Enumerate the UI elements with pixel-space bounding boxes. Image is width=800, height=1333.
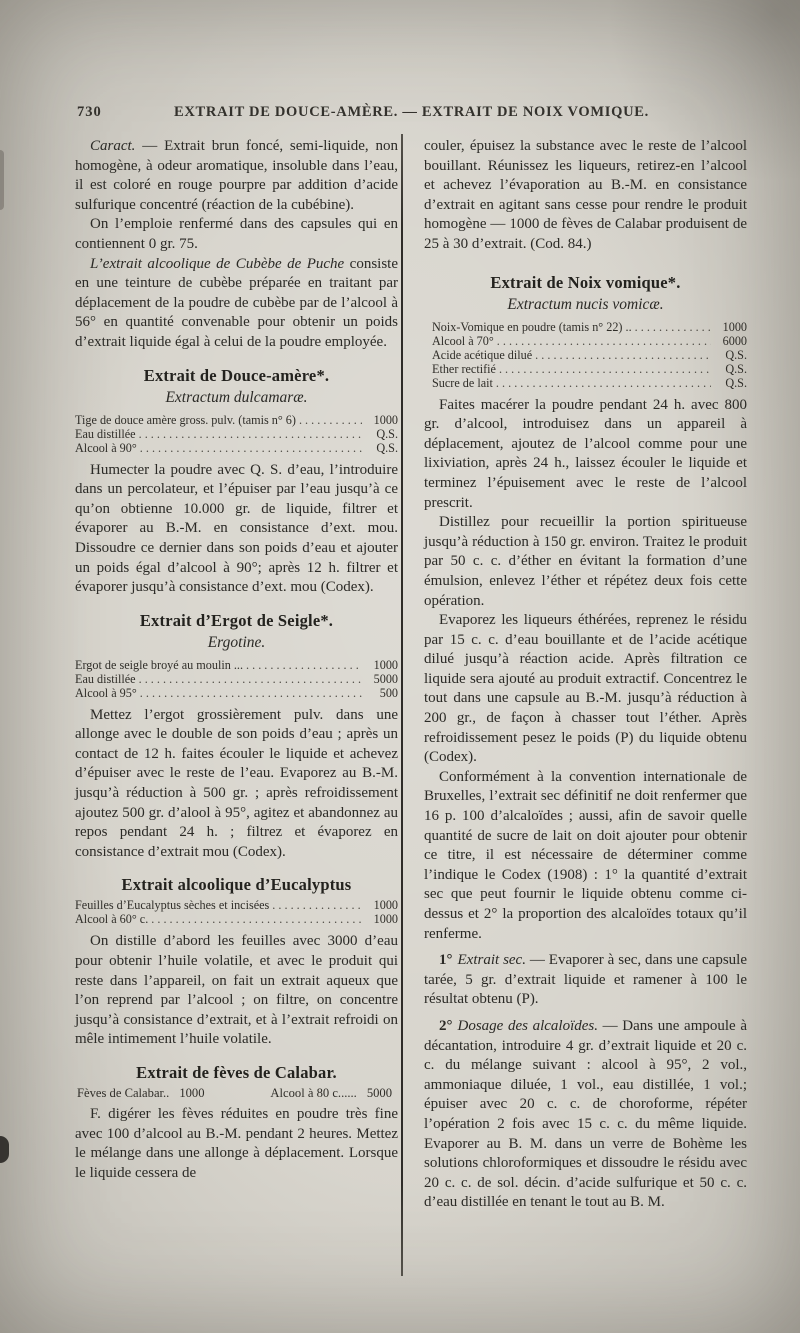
paragraph-body: — Dans une ampoule à décantation, introduire 4 gr. d’extrait liquide et 20 c. c. du mélange suivant : alcool à 95°, 2 vol., ammoniaque diluée, 1 vol., eau distillée, 1 vol.; épuiser avec 20 c. c. de choroforme, répéter l’opération 2 fois avec 15 c. c. du même liquide. Evaporer au B. M. dans un verre de Bohème les solutions chloroformiques et dissoudre le résidu avec 20 c. c. de sol. décin. d’acide sulfurique et 50 c. c. d’eau distillée en tenant le tout au B. M. — [424, 1017, 748, 1211]
dot-leader — [496, 362, 711, 376]
ingredient-value: Q.S. — [376, 440, 398, 455]
section-heading-noix-vomique: Extrait de Noix vomique*. — [490, 272, 681, 292]
section-heading-ergot: Extrait d’Ergot de Seigle*. — [139, 610, 334, 630]
dot-leader — [632, 320, 711, 334]
ingredient-value: Q.S. — [376, 426, 398, 441]
ingredient-label: Alcool à 60° c. — [75, 912, 149, 927]
paragraph-dosage-alcaloides — [424, 1017, 747, 1213]
paragraph-couler: couler, épuisez la substance avec le reste de l’alcool bouillant. Réunissez les liqueurs, retirez-en l’alcool et achevez l’évaporation au B.-M. en consistance d’extrait en agitant sans cesse pour rendre le produit homogène — 1000 de fèves de Calabar produisent de 25 à 30 d’extrait. (Cod. 84.) — [424, 138, 747, 252]
ingredient-label: Eau distillée — [75, 426, 136, 441]
dot-leader — [137, 686, 362, 700]
paragraph-emploi: On l’emploie renfermé dans des capsules qui en contiennent 0 gr. 75. — [75, 216, 398, 252]
paragraph-caract — [75, 137, 398, 215]
ingredient-value: 5000 — [366, 1086, 392, 1100]
paragraph-body: — Evaporer à sec, dans une capsule tarée, 5 gr. d’extrait liquide et ramener à 100 le résultat obtenu (P). — [424, 952, 747, 1008]
paragraph-conforme: Conformément à la convention internationale de Bruxelles, l’extrait sec définitif ne doit renfermer que 16 p. 100 d’alcaloïdes ; aussi, afin de savoir quelle quantité de sucre de lait on doit ajouter pour obtenir ce titre, il est nécessaire de déterminer comme l’indique le Codex (1908) : 1° la quantité d’extrait sec que peut fournir le liquide obtenu comme ci-dessus et 2° la proportion des alcaloïdes totaux qu’il renferme. — [424, 768, 747, 942]
dot-leader — [493, 376, 711, 390]
recipe-row — [424, 362, 747, 376]
dot-leader — [136, 427, 362, 441]
ingredient-label: Noix-Vomique en poudre (tamis n° 22) .. — [432, 319, 632, 334]
ingredient-label: Eau distillée — [75, 671, 136, 686]
paragraph-body: consiste en une teinture de cubèbe préparée en traitant par déplacement de la poudre de cubèbe par de l’alcool à 56° en quantité convenable pour obtenir un poids d’extrait liquide égal à celui de la poudre employée. — [75, 255, 398, 350]
ingredient-value: Q.S. — [725, 347, 747, 362]
paragraph-evaporez: Evaporez les liqueurs éthérées, reprenez le résidu par 15 c. c. d’eau bouillante et de l’acide acétique dilué jusqu’à réaction acide. Après filtration ce liquide sera ajouté au produit extractif. Concentrez le tout dans une capsule au B.-M. jusqu’à réduction à 200 gr., de façon à chasser tout l’éther. Après refroidissement pesez le poids (P) du liquide obtenu (Codex). — [424, 612, 747, 766]
recipe-row — [424, 376, 747, 390]
recipe-table-calabar — [75, 1086, 398, 1101]
latin-subheading-ergotine: Ergotine. — [207, 633, 266, 651]
dot-leader — [494, 334, 711, 348]
page-header — [75, 104, 748, 121]
recipe-row — [75, 686, 398, 700]
paragraph-macerer: Faites macérer la poudre pendant 24 h. avec 800 gr. d’alcool, introduisez dans un appareil à déplacement, ajoutez de l’alcool comme pour une lixiviation, après 24 h., laissez écouler le liquide et terminez l’épuisement avec le reste de l’alcool prescrit. — [424, 396, 747, 511]
paragraph-lead-italic: Caract. — [90, 138, 136, 154]
recipe-table-douce-amere — [75, 413, 398, 455]
paragraph-humecter: Humecter la poudre avec Q. S. d’eau, l’introduire dans un percolateur, et l’épuiser par l’eau jusqu’à ce qu’on obtienne 10.000 gr. de liquide, filtrer et évaporer au B.-M. en consistance d’ext. mou. Dissoudre ce dernier dans son poids d’eau et ajouter un poids égal d’alcool à 90°; après 12 h. filtrer et évaporer jusqu’à consistance d’ext. mou (Codex). — [75, 461, 398, 596]
paragraph-distille: On distille d’abord les feuilles avec 3000 d’eau pour obtenir l’huile volatile, et avec le produit qui reste dans l’appareil, on fait un extrait aqueux que l’on reprend par l’alcool ; on filtre, on concentre jusqu’à consistance d’extrait, et à l’extrait refroidi on mêle intimement l’huile volatile. — [75, 933, 398, 1048]
text-columns — [75, 137, 747, 1213]
running-head: EXTRAIT DE DOUCE-AMÈRE. — EXTRAIT DE NOIX VOMIQUE. — [173, 104, 649, 120]
recipe-row — [424, 348, 747, 362]
ingredient-value: 1000 — [373, 657, 398, 672]
section-heading-douce-amere: Extrait de Douce-amère*. — [143, 365, 330, 385]
latin-subheading-nucis-vomicae: Extractum nucis vomicæ. — [507, 295, 664, 313]
paragraph-lead-italic: L’extrait alcoolique de Cubèbe de Puche — [90, 255, 345, 272]
dot-leader — [243, 658, 362, 672]
ingredient-label: Alcool à 70° — [432, 333, 494, 348]
paragraph-distillez: Distillez pour recueillir la portion spiritueuse jusqu’à réduction à 150 gr. environ. Traitez le produit par 50 c. c. d’éther en évitant la formation d’une émulsion, enlevez l’éther et répétez deux fois cette opération. — [424, 514, 747, 609]
recipe-row — [75, 413, 398, 427]
ingredient-label: Tige de douce amère gross. pulv. (tamis n° 6) — [75, 412, 296, 427]
recipe-table-eucalyptus — [75, 898, 398, 926]
page-number: 730 — [77, 104, 102, 120]
recipe-table-ergot — [75, 658, 398, 700]
ingredient-value: 1000 — [722, 319, 747, 334]
left-column — [75, 137, 398, 1213]
section-heading-calabar: Extrait de fèves de Calabar. — [136, 1063, 337, 1082]
dot-leader — [532, 348, 711, 362]
paragraph-body: — Extrait brun foncé, semi-liquide, non homogène, à odeur aromatique, insoluble dans l’eau, il est coloré en rouge pourpre par addition d’acide sulfurique concentré (réaction de la cubébine). — [75, 138, 398, 213]
recipe-row — [75, 672, 398, 686]
recipe-row — [75, 441, 398, 455]
ingredient-label: Feuilles d’Eucalyptus sèches et incisées — [75, 898, 270, 913]
ingredient-value: 1000 — [373, 898, 398, 913]
paragraph-cubebe — [75, 255, 398, 353]
ingredient-value: 6000 — [722, 333, 747, 348]
dot-leader — [296, 413, 362, 427]
ingredient-label: Sucre de lait — [432, 375, 493, 390]
ingredient-label: Alcool à 80 c...... — [270, 1086, 357, 1100]
list-number: 1° — [439, 952, 453, 969]
ingredient-value: 1000 — [373, 912, 398, 927]
ingredient-label: Alcool à 90° — [75, 440, 137, 455]
recipe-row — [424, 334, 747, 348]
right-column — [424, 137, 747, 1213]
paragraph-mettez: Mettez l’ergot grossièrement pulv. dans une allonge avec le double de son poids d’eau ; après un contact de 12 h. faites écouler le liquide et achevez d’épuiser avec le reste de l’eau. Evaporez au B.-M. jusqu’à réduction à 500 gr. ; après refroidissement ajoutez 500 gr. d’alool à 95°, agitez et abandonnez au repos pendant 24 h. ; filtrez et évaporez en consistance d’extrait mou (Codex). — [75, 706, 398, 860]
section-heading-eucalyptus: Extrait alcoolique d’Eucalyptus — [121, 875, 352, 895]
ingredient-value: 1000 — [179, 1086, 205, 1100]
ingredient-value: Q.S. — [725, 375, 747, 390]
paragraph-lead-italic: Dosage des alcaloïdes. — [457, 1017, 599, 1034]
dot-leader — [148, 912, 362, 926]
scan-edge-shadow — [0, 150, 4, 210]
recipe-row — [75, 427, 398, 441]
ingredient-label: Acide acétique dilué — [432, 347, 533, 362]
recipe-row — [424, 320, 747, 334]
scan-ink-blot — [0, 1136, 9, 1163]
ingredient-label: Alcool à 95° — [75, 685, 137, 700]
recipe-row — [75, 912, 398, 926]
recipe-table-noix-vomique — [424, 320, 747, 390]
dot-leader — [137, 441, 362, 455]
ingredient-value: 5000 — [373, 671, 398, 686]
ingredient-value: 1000 — [373, 412, 398, 427]
paragraph-digerer: F. digérer les fèves réduites en poudre très fine avec 100 d’alcool au B.-M. pendant 2 heures. Mettez le mélange dans une allonge à déplacement. Lorsque le liquide cessera de — [75, 1106, 398, 1181]
paragraph-lead-italic: Extrait sec. — [457, 952, 526, 969]
ingredient-label: Fèves de Calabar.. — [77, 1086, 170, 1100]
recipe-row — [75, 898, 398, 912]
dot-leader — [136, 672, 362, 686]
recipe-row — [75, 658, 398, 672]
paragraph-extrait-sec — [424, 951, 747, 1010]
ingredient-value: Q.S. — [725, 361, 747, 376]
recipe-pair — [270, 1086, 392, 1101]
dot-leader — [269, 898, 362, 912]
recipe-pair — [77, 1086, 205, 1101]
ingredient-label: Ergot de seigle broyé au moulin ... — [75, 657, 243, 672]
ingredient-value: 500 — [379, 685, 398, 700]
ingredient-label: Ether rectifié — [432, 361, 496, 376]
list-number: 2° — [439, 1017, 453, 1034]
latin-subheading-dulcamarae: Extractum dulcamaræ. — [165, 388, 308, 406]
